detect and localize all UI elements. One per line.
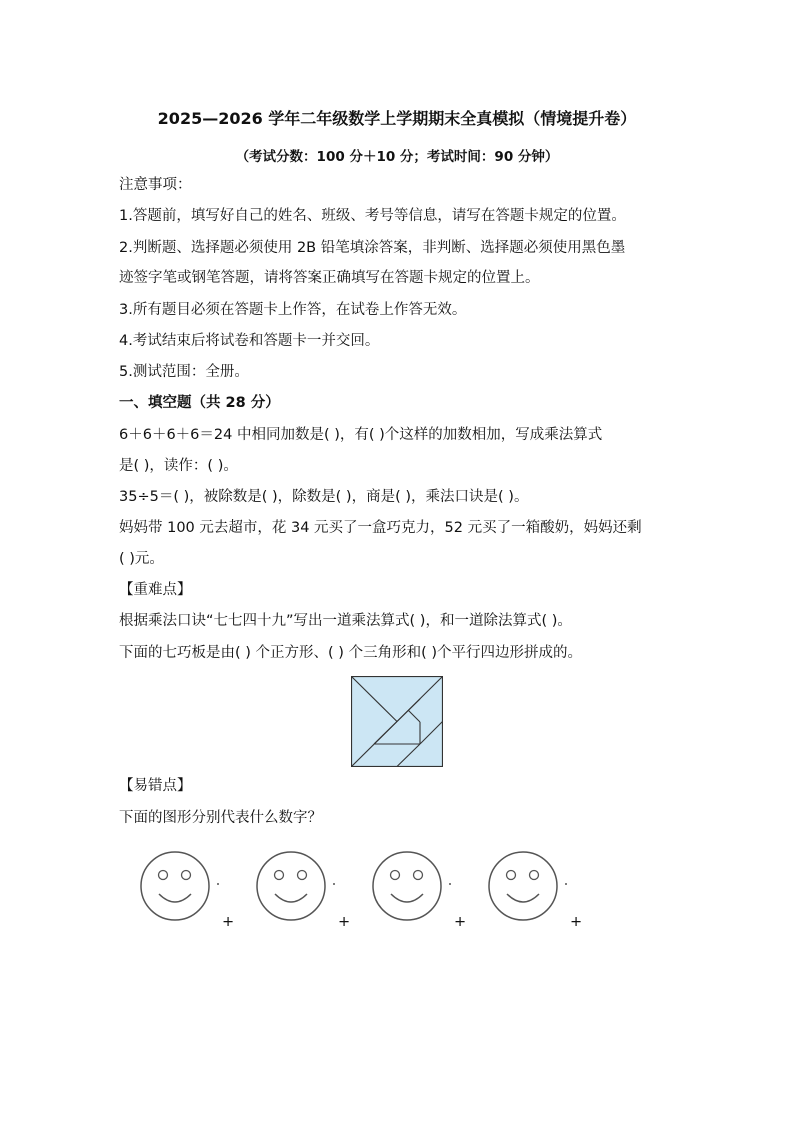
- question-line: 下面的七巧板是由( ) 个正方形、( ) 个三角形和( )个平行四边形拼成的。: [119, 645, 582, 661]
- note-item: 1.答题前，填写好自己的姓名、班级、考号等信息，请写在答题卡规定的位置。: [119, 208, 626, 224]
- smiley-face-icon: [253, 850, 343, 930]
- tangram-figure: [351, 676, 443, 767]
- question-line: 下面的图形分别代表什么数字？: [119, 810, 322, 826]
- note-item: 4.考试结束后将试卷和答题卡一并交回。: [119, 333, 380, 349]
- notes-heading: 注意事项：: [119, 177, 192, 193]
- smiley-face-icon: [485, 850, 575, 930]
- error-point-heading: 【易错点】: [119, 778, 192, 794]
- key-point-heading: 【重难点】: [119, 582, 192, 598]
- exam-subtitle: （考试分数：100 分＋10 分；考试时间：90 分钟）: [235, 149, 559, 165]
- question-line: 是( )，读作：( )。: [119, 458, 238, 474]
- plus-operator: +: [222, 914, 235, 930]
- note-item: 5.测试范围：全册。: [119, 364, 249, 380]
- section-heading: 一、填空题（共 28 分）: [119, 395, 280, 411]
- note-item: 2.判断题、选择题必须使用 2B 铅笔填涂答案，非判断、选择题必须使用黑色墨: [119, 240, 626, 256]
- smiley-face-icon: [137, 850, 227, 930]
- question-line: 35÷5＝( )，被除数是( )，除数是( )，商是( )，乘法口诀是( )。: [119, 489, 529, 505]
- plus-operator: +: [338, 914, 351, 930]
- plus-operator: +: [570, 914, 583, 930]
- exam-title: 2025—2026 学年二年级数学上学期期末全真模拟（情境提升卷）: [157, 109, 637, 128]
- question-line: 根据乘法口诀“七七四十九”写出一道乘法算式( )，和一道除法算式( )。: [119, 613, 572, 629]
- question-line: 妈妈带 100 元去超市，花 34 元买了一盒巧克力，52 元买了一箱酸奶，妈妈还剩: [119, 520, 642, 536]
- note-item: 3.所有题目必须在答题卡上作答，在试卷上作答无效。: [119, 302, 467, 318]
- question-line: ( )元。: [119, 551, 164, 567]
- note-item: 迹签字笔或钢笔答题，请将答案正确填写在答题卡规定的位置上。: [119, 270, 540, 286]
- question-line: 6＋6＋6＋6＝24 中相同加数是( )，有( )个这样的加数相加，写成乘法算式: [119, 427, 603, 443]
- smiley-face-icon: [369, 850, 459, 930]
- plus-operator: +: [454, 914, 467, 930]
